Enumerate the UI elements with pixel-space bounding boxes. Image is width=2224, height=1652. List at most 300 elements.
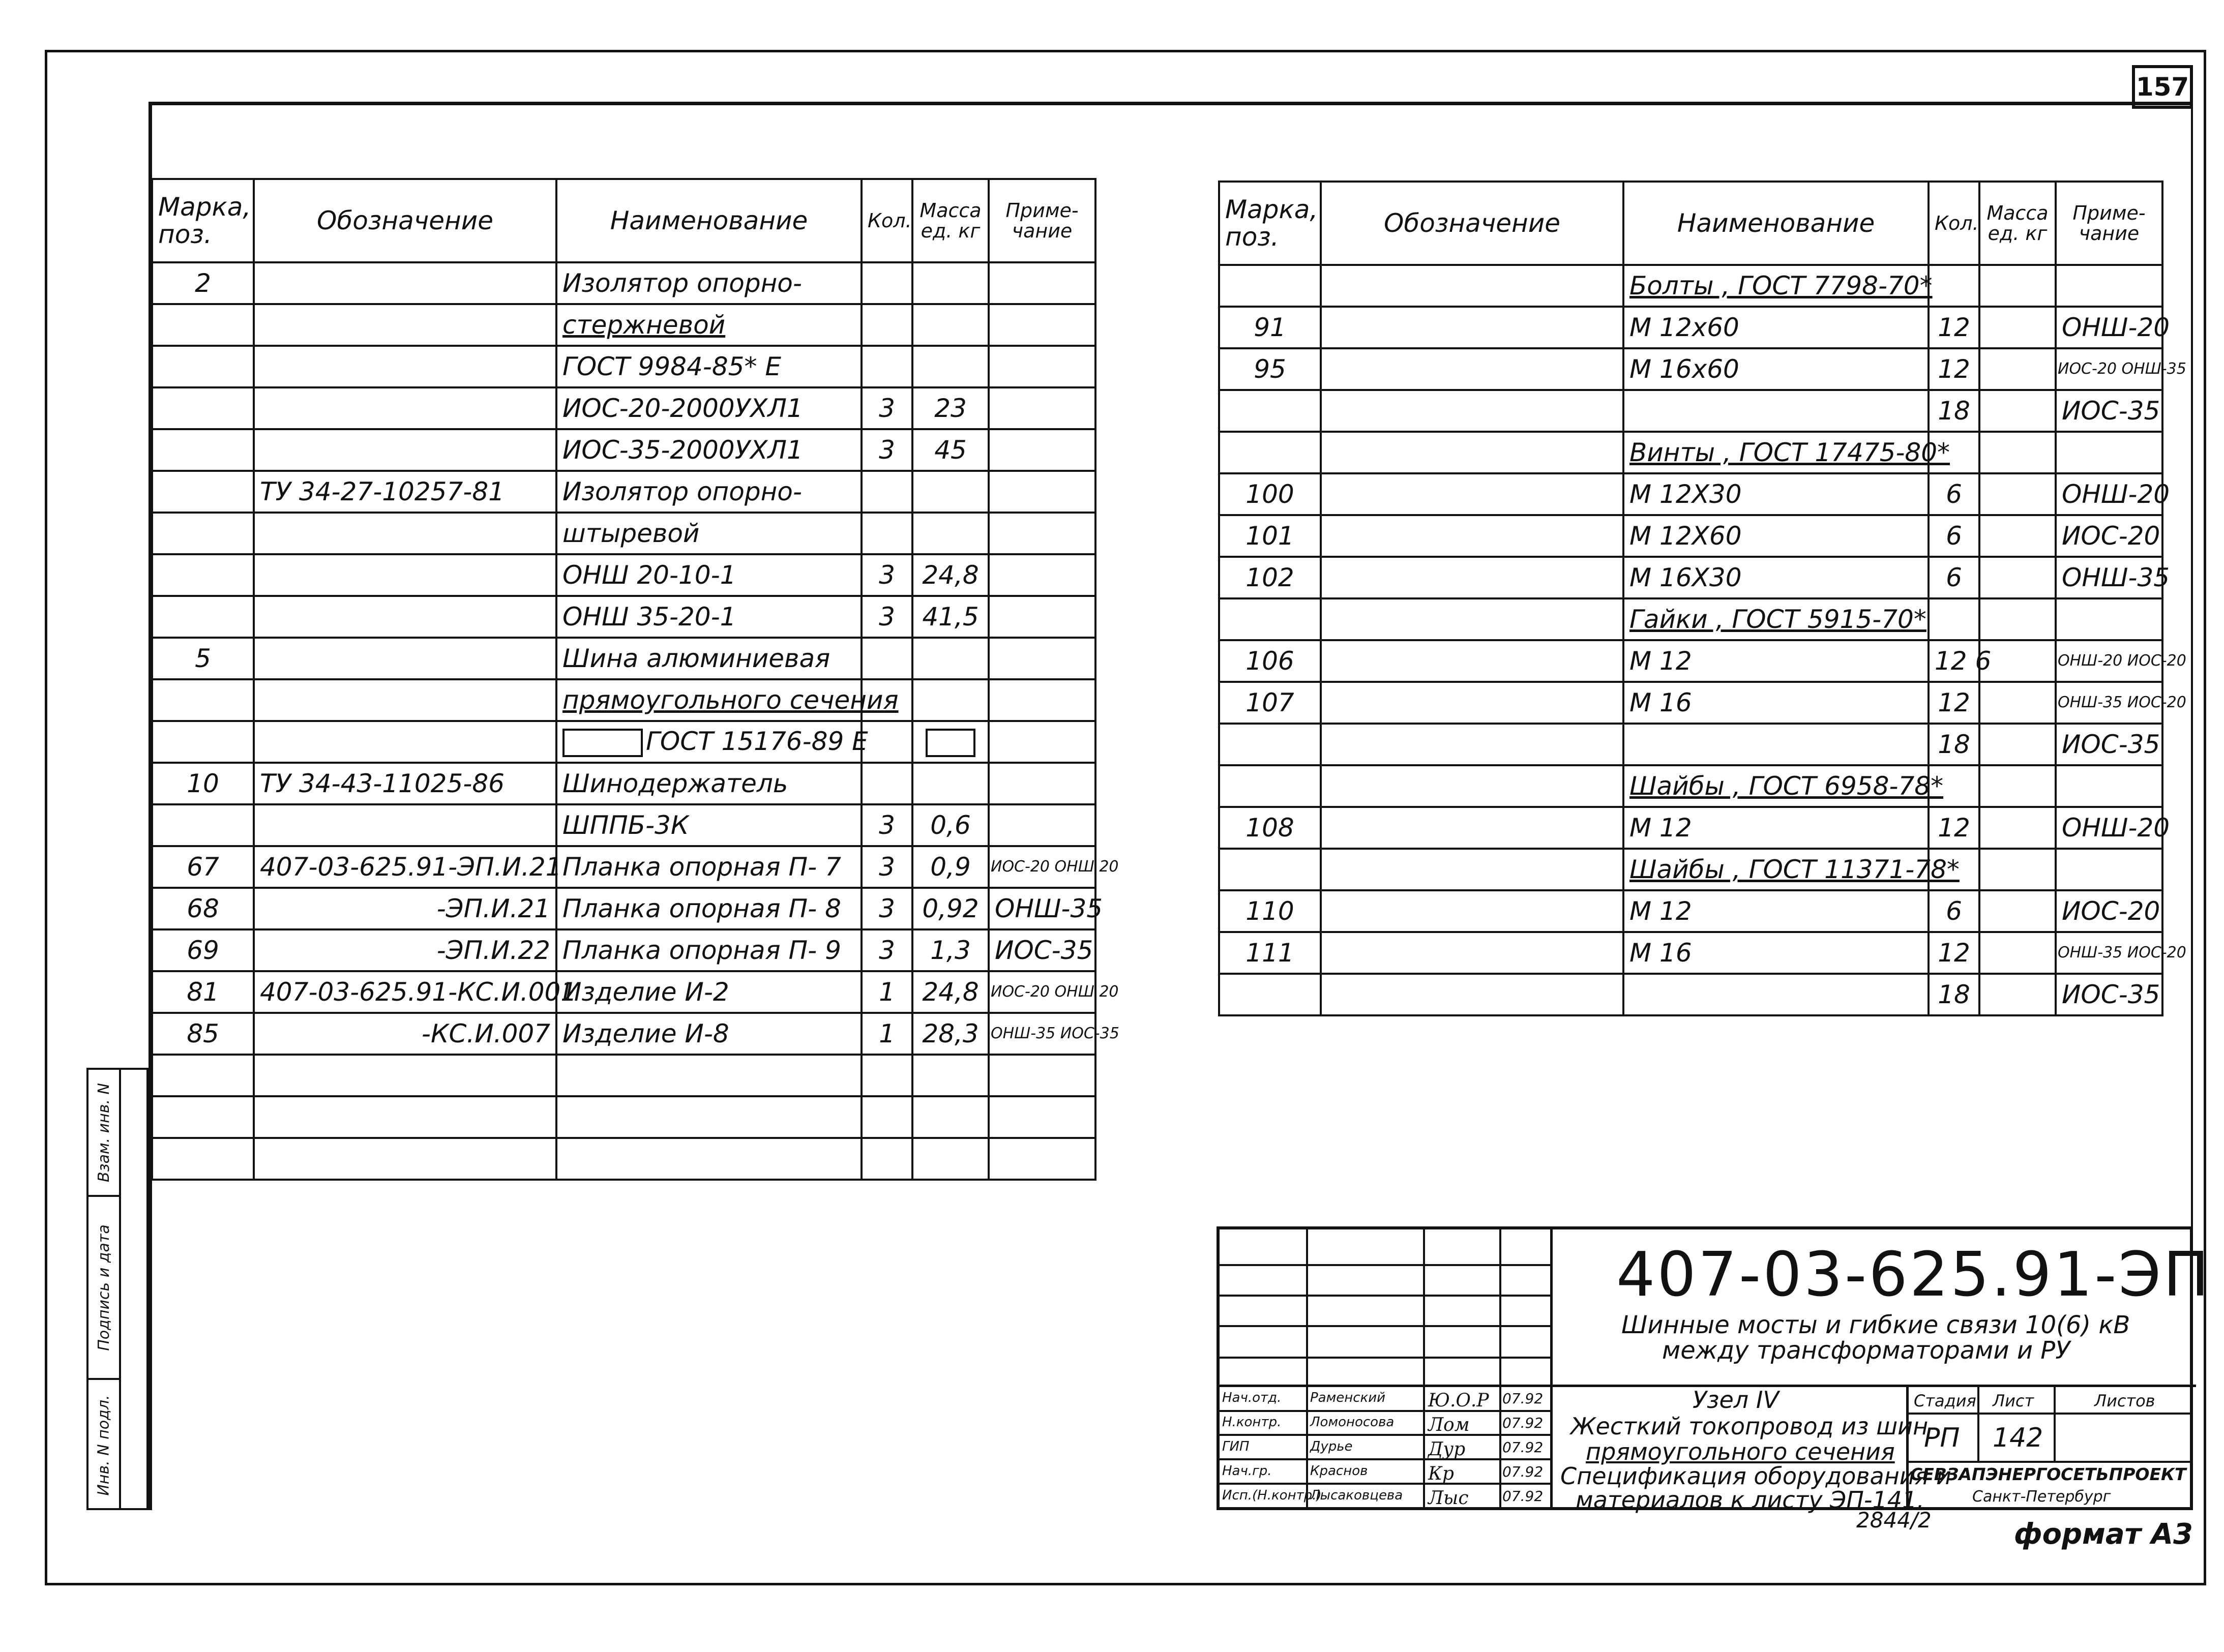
cell-mass: 0,6: [912, 804, 989, 846]
blank-size-box: [562, 729, 643, 757]
cell-name: Шина алюминиевая: [556, 638, 862, 679]
cell-name: Изолятор опорно-: [556, 471, 862, 513]
archive-number: 2844/2: [1856, 1508, 1932, 1533]
cell-name: [1623, 390, 1929, 432]
cell-qty: 6: [1929, 890, 1979, 932]
signer-date: 07.92: [1502, 1463, 1544, 1480]
cell-mark: [152, 1096, 254, 1138]
cell-mass: 1,3: [912, 929, 989, 971]
cell-qty: 18: [1929, 724, 1979, 765]
cell-des: [1321, 724, 1623, 765]
cell-mark: 95: [1219, 348, 1321, 390]
cell-mass: [1979, 557, 2056, 598]
cell-mark: [152, 721, 254, 763]
cell-des: [1321, 265, 1623, 307]
cell-note: [989, 596, 1095, 638]
cell-qty: [862, 638, 912, 679]
table-row: [1219, 765, 2162, 807]
cell-des: [254, 262, 556, 304]
cell-mark: [152, 513, 254, 554]
signer-role: ГИП: [1222, 1439, 1250, 1454]
stage-value: РП: [1924, 1423, 1960, 1453]
cell-mass: [1979, 974, 2056, 1015]
cell-qty: 12: [1929, 932, 1979, 974]
cell-note: [2056, 598, 2162, 640]
cell-name: ОНШ 35-20-1: [556, 596, 862, 638]
cell-mark: [1219, 390, 1321, 432]
table-row: [152, 971, 1095, 1013]
cell-name: ОНШ 20-10-1: [556, 554, 862, 596]
sheet-format: формат А3: [2014, 1518, 2193, 1551]
cell-des: ТУ 34-43-11025-86: [254, 763, 556, 804]
cell-mark: 108: [1219, 807, 1321, 849]
cell-mark: 110: [1219, 890, 1321, 932]
cell-mark: [152, 429, 254, 471]
cell-des: ТУ 34-27-10257-81: [254, 471, 556, 513]
col-sheets-label: Листов: [2094, 1391, 2155, 1410]
cell-mark: [152, 304, 254, 346]
cell-mark: 67: [152, 846, 254, 888]
cell-qty: 3: [862, 429, 912, 471]
cell-des: [254, 304, 556, 346]
table-row: [152, 846, 1095, 888]
header-mark: Марка, поз.: [1219, 182, 1321, 265]
cell-qty: 18: [1929, 974, 1979, 1015]
cell-mark: 68: [152, 888, 254, 929]
cell-name: ИОС-35-2000УХЛ1: [556, 429, 862, 471]
cell-des: [254, 596, 556, 638]
cell-note: ОНШ-20: [2056, 307, 2162, 348]
stamp-divider: [119, 1070, 121, 1510]
organization-city: Санкт-Петербург: [1972, 1488, 2111, 1506]
cell-mass: 0,92: [912, 888, 989, 929]
table-row: [1219, 265, 2162, 307]
cell-name: [556, 721, 868, 763]
cell-note: ИОС-35: [2056, 974, 2162, 1015]
cell-des: [254, 679, 556, 721]
table-row: [152, 804, 1095, 846]
cell-des: [1321, 682, 1623, 724]
cell-note: ОНШ-20 ИОС-20: [2056, 640, 2162, 682]
cell-des: [254, 1138, 556, 1180]
signer-sig: Кр: [1428, 1463, 1454, 1484]
cell-mark: 102: [1219, 557, 1321, 598]
cell-mass: 41,5: [912, 596, 989, 638]
cell-qty: 18: [1929, 390, 1979, 432]
table-row: [152, 721, 1095, 763]
signer-role: Нач.отд.: [1222, 1390, 1282, 1405]
cell-qty: [862, 1138, 912, 1180]
cell-name: Планка опорная П- 7: [556, 846, 862, 888]
table-row: [152, 429, 1095, 471]
node-line-1: Узел IV: [1693, 1386, 1779, 1414]
signer-sig: Лыс: [1428, 1488, 1469, 1509]
cell-mark: [1219, 724, 1321, 765]
cell-note: [989, 304, 1095, 346]
cell-des: [254, 721, 556, 763]
cell-note: [989, 1055, 1095, 1096]
cell-qty: [862, 763, 912, 804]
cell-mass: [912, 763, 989, 804]
table-row: [152, 679, 1095, 721]
cell-mass: [1979, 515, 2056, 557]
cell-mass: [1979, 849, 2056, 890]
header-qty: Кол.: [1929, 182, 1979, 265]
cell-name: ШППБ-3К: [556, 804, 862, 846]
table-row: [1219, 515, 2162, 557]
cell-name: М 16: [1623, 682, 1929, 724]
cell-mark: 100: [1219, 473, 1321, 515]
cell-name: штыревой: [556, 513, 862, 554]
cell-qty: [862, 304, 912, 346]
cell-qty: [862, 1055, 912, 1096]
cell-note: ИОС-20 ОНШ-35: [2056, 348, 2162, 390]
signer-role: Н.контр.: [1222, 1415, 1282, 1430]
cell-des: -КС.И.007: [254, 1013, 556, 1055]
cell-qty: [862, 513, 912, 554]
cell-des: -ЭП.И.21: [254, 888, 556, 929]
cell-mass: [912, 262, 989, 304]
cell-des: [254, 1096, 556, 1138]
cell-mass: [912, 471, 989, 513]
header-name: Наименование: [1623, 182, 1929, 265]
cell-des: [1321, 807, 1623, 849]
cell-name: ГОСТ 9984-85* Е: [556, 346, 862, 387]
cell-mark: [152, 1138, 254, 1180]
tb-rule: [2054, 1387, 2056, 1461]
cell-note: [989, 346, 1095, 387]
cell-mark: [152, 804, 254, 846]
cell-mark: [152, 679, 254, 721]
cell-note: [989, 513, 1095, 554]
cell-qty: [1929, 598, 1979, 640]
title-line-2: между трансформаторами и РУ: [1662, 1336, 2070, 1365]
table-row: [1219, 432, 2162, 473]
cell-mark: 69: [152, 929, 254, 971]
cell-des: [1321, 640, 1623, 682]
cell-qty: [862, 471, 912, 513]
cell-name: Винты , ГОСТ 17475-80*: [1623, 432, 1929, 473]
cell-note: [989, 262, 1095, 304]
table-row: [1219, 974, 2162, 1015]
signer-name: Ломоносова: [1310, 1415, 1395, 1430]
signer-name: Краснов: [1310, 1463, 1368, 1479]
cell-mass: [912, 513, 989, 554]
stamp-original-inv: Инв. N подл.: [95, 1394, 113, 1496]
left-table-header: [152, 179, 1095, 262]
cell-mass: [1979, 807, 2056, 849]
cell-note: [989, 1138, 1095, 1180]
table-row: [1219, 932, 2162, 974]
cell-note: [989, 1096, 1095, 1138]
stamp-replacement-inv: Взам. инв. N: [88, 1070, 119, 1197]
cell-name: [1623, 724, 1929, 765]
cell-mark: 85: [152, 1013, 254, 1055]
cell-name: М 12: [1623, 807, 1929, 849]
header-designation: Обозначение: [1321, 182, 1623, 265]
cell-mass: [1979, 265, 2056, 307]
header-qty: Кол.: [862, 179, 912, 262]
cell-name: [556, 1096, 862, 1138]
cell-mass: [912, 679, 989, 721]
stamp-signature-date: Подпись и дата: [88, 1197, 119, 1380]
table-row: [1219, 682, 2162, 724]
cell-note: [989, 679, 1095, 721]
cell-mark: 10: [152, 763, 254, 804]
cell-mass: 28,3: [912, 1013, 989, 1055]
cell-mark: [1219, 974, 1321, 1015]
cell-qty: 12: [1929, 807, 1979, 849]
cell-name: [556, 1055, 862, 1096]
cell-des: [1321, 765, 1623, 807]
spec-line-2: материалов к листу ЭП-141.: [1576, 1486, 1924, 1514]
cell-des: [1321, 348, 1623, 390]
cell-des: [254, 429, 556, 471]
signer-date: 07.92: [1502, 1390, 1544, 1407]
cell-qty: 3: [862, 804, 912, 846]
cell-des: 407-03-625.91-ЭП.И.21: [254, 846, 556, 888]
cell-name: М 16: [1623, 932, 1929, 974]
cell-qty: 6: [1929, 473, 1979, 515]
node-line-2: Жесткий токопровод из шин: [1570, 1413, 1929, 1440]
cell-des: [1321, 390, 1623, 432]
cell-name: Планка опорная П- 8: [556, 888, 862, 929]
header-designation: Обозначение: [254, 179, 556, 262]
cell-mass: [912, 346, 989, 387]
table-row: [152, 554, 1095, 596]
cell-qty: [862, 1096, 912, 1138]
cell-qty: 3: [862, 846, 912, 888]
cell-note: ИОС-20 ОНШ 20: [989, 971, 1095, 1013]
cell-des: [254, 554, 556, 596]
cell-name: Гайки , ГОСТ 5915-70*: [1623, 598, 1929, 640]
cell-qty: 3: [862, 387, 912, 429]
organization-name: СЕВЗАПЭНЕРГОСЕТЬПРОЕКТ: [1910, 1464, 2186, 1484]
cell-qty: 12: [1929, 682, 1979, 724]
signer-role: Нач.гр.: [1222, 1463, 1272, 1479]
cell-note: [989, 804, 1095, 846]
cell-mass: [912, 1096, 989, 1138]
cell-mass: [912, 721, 989, 763]
table-row: [152, 763, 1095, 804]
cell-note: ИОС-20: [2056, 515, 2162, 557]
cell-des: [254, 638, 556, 679]
cell-note: [989, 638, 1095, 679]
cell-des: [1321, 598, 1623, 640]
table-row: [1219, 640, 2162, 682]
header-note: Приме- чание: [2056, 182, 2162, 265]
cell-mark: 101: [1219, 515, 1321, 557]
table-row: [1219, 807, 2162, 849]
cell-qty: 3: [862, 596, 912, 638]
cell-des: [254, 387, 556, 429]
cell-mark: [1219, 598, 1321, 640]
table-row: [1219, 348, 2162, 390]
cell-name: Болты , ГОСТ 7798-70*: [1623, 265, 1929, 307]
cell-des: [1321, 307, 1623, 348]
tb-rule: [1906, 1413, 2193, 1415]
table-row: [152, 513, 1095, 554]
cell-mass: 45: [912, 429, 989, 471]
header-mark: Марка, поз.: [152, 179, 254, 262]
cell-name: М 12Х60: [1623, 515, 1929, 557]
cell-mass: [1979, 682, 2056, 724]
table-row: [152, 638, 1095, 679]
cell-note: ОНШ-35 ИОС-20: [2056, 932, 2162, 974]
table-row: [152, 929, 1095, 971]
cell-des: [1321, 932, 1623, 974]
table-row: [152, 1055, 1095, 1096]
header-name: Наименование: [556, 179, 862, 262]
cell-name: [1623, 974, 1929, 1015]
cell-name: М 12: [1623, 890, 1929, 932]
tb-rule: [1499, 1229, 1501, 1510]
cell-mark: [152, 554, 254, 596]
cell-des: [1321, 849, 1623, 890]
table-row: [152, 262, 1095, 304]
cell-name-text: ГОСТ 15176-89 Е: [646, 726, 868, 756]
cell-note: ОНШ-35 ИОС-20: [2056, 682, 2162, 724]
cell-note: ИОС-35: [989, 929, 1095, 971]
cell-mark: 91: [1219, 307, 1321, 348]
signer-date: 07.92: [1502, 1439, 1544, 1456]
cell-mass: [1979, 348, 2056, 390]
cell-mass: 24,8: [912, 971, 989, 1013]
cell-name: Изолятор опорно-: [556, 262, 862, 304]
sheet-value: 142: [1993, 1423, 2043, 1453]
table-row: [1219, 557, 2162, 598]
cell-mass: [1979, 890, 2056, 932]
cell-note: ОНШ-20: [2056, 473, 2162, 515]
left-specification-table: [151, 178, 1119, 1181]
cell-mass: [1979, 307, 2056, 348]
cell-qty: 1: [862, 971, 912, 1013]
cell-des: [1321, 473, 1623, 515]
cell-mass: [912, 304, 989, 346]
blank-mass-box: [926, 729, 975, 757]
col-sheet-label: Лист: [1993, 1391, 2034, 1410]
cell-des: [254, 1055, 556, 1096]
cell-mass: [1979, 598, 2056, 640]
signer-date: 07.92: [1502, 1488, 1544, 1505]
cell-qty: 3: [862, 888, 912, 929]
cell-qty: 12 6: [1929, 640, 1979, 682]
col-stage-label: Стадия: [1914, 1391, 1976, 1410]
cell-mass: [1979, 473, 2056, 515]
cell-note: [989, 763, 1095, 804]
cell-name: Изделие И-2: [556, 971, 862, 1013]
node-line-3: прямоугольного сечения: [1586, 1438, 1895, 1465]
cell-mark: [1219, 432, 1321, 473]
cell-des: 407-03-625.91-КС.И.001: [254, 971, 556, 1013]
table-row: [152, 1013, 1095, 1055]
cell-name: [556, 1138, 862, 1180]
table-row: [152, 596, 1095, 638]
cell-note: [2056, 765, 2162, 807]
cell-name: М 12: [1623, 640, 1929, 682]
cell-note: ИОС-35: [2056, 390, 2162, 432]
signer-name: Лысаковцева: [1310, 1488, 1403, 1503]
cell-note: [989, 471, 1095, 513]
right-table-header: [1219, 182, 2162, 265]
signer-name: Дурье: [1310, 1439, 1353, 1454]
cell-name: М 12Х30: [1623, 473, 1929, 515]
cell-name: Изделие И-8: [556, 1013, 862, 1055]
title-block: [1217, 1226, 2211, 1514]
cell-des: [1321, 432, 1623, 473]
cell-mass: [1979, 765, 2056, 807]
cell-name: прямоугольного сечения: [556, 679, 862, 721]
cell-des: [254, 346, 556, 387]
cell-note: ОНШ-35: [2056, 557, 2162, 598]
cell-mass: 0,9: [912, 846, 989, 888]
table-row: [1219, 890, 2162, 932]
document-code: 407-03-625.91-ЭП: [1616, 1240, 2211, 1310]
cell-mark: [1219, 849, 1321, 890]
cell-qty: 3: [862, 929, 912, 971]
cell-mark: 5: [152, 638, 254, 679]
cell-des: -ЭП.И.22: [254, 929, 556, 971]
cell-des: [1321, 974, 1623, 1015]
cell-mark: 81: [152, 971, 254, 1013]
cell-mark: [152, 471, 254, 513]
cell-note: ИОС-35: [2056, 724, 2162, 765]
header-note: Приме- чание: [989, 179, 1095, 262]
cell-mass: [912, 1138, 989, 1180]
cell-note: [2056, 432, 2162, 473]
cell-qty: [862, 262, 912, 304]
cell-note: [989, 721, 1095, 763]
cell-name: ИОС-20-2000УХЛ1: [556, 387, 862, 429]
cell-qty: [862, 346, 912, 387]
cell-mass: 24,8: [912, 554, 989, 596]
signer-sig: Лом: [1428, 1415, 1470, 1435]
cell-qty: 6: [1929, 557, 1979, 598]
cell-mass: [1979, 432, 2056, 473]
cell-note: [2056, 265, 2162, 307]
table-row: [1219, 390, 2162, 432]
cell-qty: [862, 721, 912, 763]
table-row: [152, 346, 1095, 387]
cell-qty: [1929, 265, 1979, 307]
cell-note: [989, 554, 1095, 596]
cell-qty: 6: [1929, 515, 1979, 557]
cell-mass: [1979, 724, 2056, 765]
cell-name: Шинодержатель: [556, 763, 862, 804]
cell-note: [989, 429, 1095, 471]
table-row: [1219, 598, 2162, 640]
cell-note: ИОС-20 ОНШ 20: [989, 846, 1095, 888]
header-mass: Масса ед. кг: [912, 179, 989, 262]
cell-des: [254, 513, 556, 554]
cell-note: [989, 387, 1095, 429]
signer-date: 07.92: [1502, 1415, 1544, 1431]
table-row: [152, 387, 1095, 429]
table-row: [152, 888, 1095, 929]
cell-note: ОНШ-20: [2056, 807, 2162, 849]
cell-mark: [1219, 265, 1321, 307]
signer-sig: Ю.О.Р: [1428, 1390, 1489, 1411]
cell-name: стержневой: [556, 304, 862, 346]
cell-name: М 16х60: [1623, 348, 1929, 390]
cell-mark: 106: [1219, 640, 1321, 682]
cell-mark: 107: [1219, 682, 1321, 724]
cell-mark: 2: [152, 262, 254, 304]
cell-mark: [1219, 765, 1321, 807]
cell-note: [2056, 849, 2162, 890]
tb-rule: [1550, 1229, 1553, 1510]
cell-name: М 16Х30: [1623, 557, 1929, 598]
